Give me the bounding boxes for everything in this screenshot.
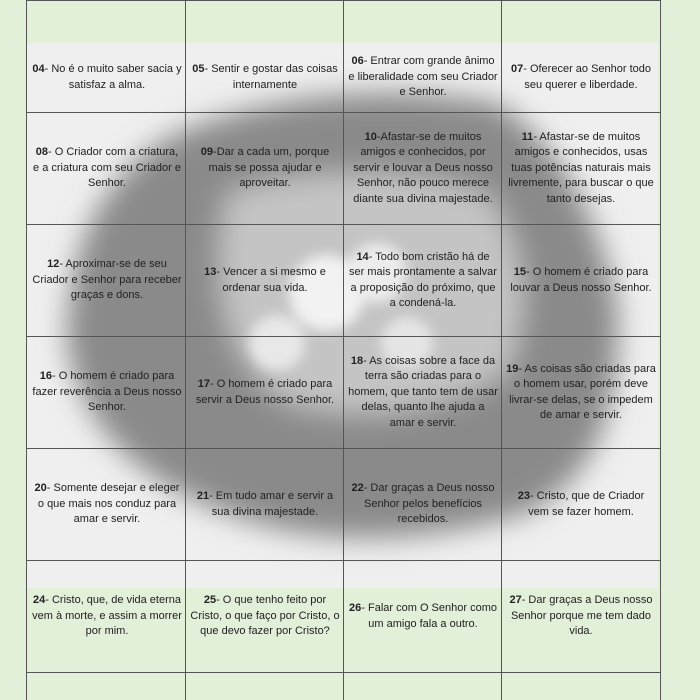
card-11 [502, 113, 660, 224]
card-number: 21 [196, 490, 210, 502]
card-number: 18 [350, 354, 364, 367]
card-text: - O homem é criado para louvar a Deus nosso Senhor. [510, 266, 652, 294]
card-text: - As coisas sobre a face da terra são criadas para o homem, que tanto tem de usar delas, quanto lhe ajuda a amar e servir. [348, 354, 498, 429]
card-number: 16 [39, 370, 52, 383]
card-23 [502, 449, 660, 560]
card-16 [28, 337, 186, 448]
card-number: 10 [364, 130, 377, 143]
card-text: - As coisas são criadas para o homem usar, porém deve livrar-se delas, se o impedem de amar e servir. [509, 362, 656, 421]
card-13 [186, 225, 344, 336]
card-07 [502, 43, 660, 112]
card-text: -Dar a cada um, porque mais se possa ajudar e aproveitar. [208, 146, 330, 190]
card-number: 26 [349, 602, 362, 614]
card-19 [502, 337, 660, 448]
card-number: 04 [32, 63, 45, 75]
card-number: 09 [200, 146, 214, 159]
card-24 [28, 561, 186, 672]
card-text: - Aproximar-se de seu Criador e Senhor para receber graças e dons. [32, 258, 182, 302]
card-text: - O homem é criado para servir a Deus nosso Senhor. [195, 378, 335, 406]
card-text: - Todo bom cristão há de ser mais prontamente a salvar a proposição do próximo, que a condená-la. [349, 250, 497, 309]
card-number: 23 [517, 490, 530, 502]
card-text: - O homem é criado para fazer reverência a Deus nosso Senhor. [32, 370, 182, 414]
card-05 [186, 43, 344, 112]
card-06 [344, 43, 502, 112]
card-14 [344, 225, 502, 336]
card-15 [502, 225, 660, 336]
card-text: - Oferecer ao Senhor todo seu querer e liberdade. [523, 63, 652, 91]
card-text: - Vencer a si mesmo e ordenar sua vida. [216, 266, 326, 294]
card-number: 08 [35, 146, 49, 159]
card-text: - Afastar-se de muitos amigos e conhecidos, usas tuas potências naturais mais livremente, para buscar o que tanto desejas. [508, 130, 654, 205]
card-number: 19 [506, 362, 519, 375]
card-21 [186, 449, 344, 560]
card-text: - Sentir e gostar das coisas internamente [204, 63, 338, 91]
card-number: 13 [204, 266, 217, 278]
card-text: - Dar graças a Deus nosso Senhor porque me tem dado vida. [510, 594, 653, 638]
card-08 [28, 113, 186, 224]
card-text: - O Criador com a criatura, e a criatura com seu Criador e Senhor. [33, 146, 181, 190]
card-number: 22 [351, 482, 364, 495]
card-number: 12 [47, 258, 60, 271]
card-text: - Entrar com grande ânimo e liberalidade com seu Criador e Senhor. [348, 55, 498, 99]
card-text: - Falar com O Senhor como um amigo fala a outro. [361, 602, 497, 630]
card-27 [502, 561, 660, 672]
card-number: 07 [510, 63, 524, 75]
grid-divider [27, 0, 660, 1]
card-number: 20 [34, 482, 47, 495]
card-number: 27 [509, 594, 522, 607]
card-text: -Afastar-se de muitos amigos e conhecidos, por servir e louvar a Deus nosso Senhor, não pouco merece diante sua divina majestade. [353, 130, 493, 205]
card-text: - Cristo, que, de vida eterna vem à morte, e assim a morrer por mim. [32, 594, 182, 638]
card-number: 24 [33, 594, 46, 607]
card-grid [26, 0, 661, 700]
card-text: - Somente desejar e eleger o que mais nos conduz para amar e servir. [37, 482, 180, 526]
card-12 [28, 225, 186, 336]
card-22 [344, 449, 502, 560]
card-number: 17 [197, 378, 210, 390]
card-text: - No é o muito saber sacia y satisfaz a alma. [44, 63, 182, 91]
card-26 [344, 561, 502, 672]
card-04 [28, 43, 186, 112]
card-text: - O que tenho feito por Cristo, o que faço por Cristo, o que devo fazer por Cristo? [190, 594, 340, 638]
card-20 [28, 449, 186, 560]
card-text: - Em tudo amar e servir a sua divina majestade. [209, 490, 334, 518]
card-number: 05 [192, 63, 205, 75]
card-number: 06 [351, 55, 364, 68]
card-25 [186, 561, 344, 672]
card-text: - Cristo, que de Criador vem se fazer homem. [528, 490, 645, 518]
card-text: - Dar graças a Deus nosso Senhor pelos benefícios recebidos. [363, 482, 495, 526]
card-09 [186, 113, 344, 224]
card-18 [344, 337, 502, 448]
card-number: 25 [203, 594, 217, 607]
card-number: 14 [356, 250, 369, 263]
card-10 [344, 113, 502, 224]
card-number: 15 [513, 266, 526, 278]
card-17 [186, 337, 344, 448]
card-number: 11 [521, 130, 534, 143]
grid-divider [27, 672, 660, 673]
